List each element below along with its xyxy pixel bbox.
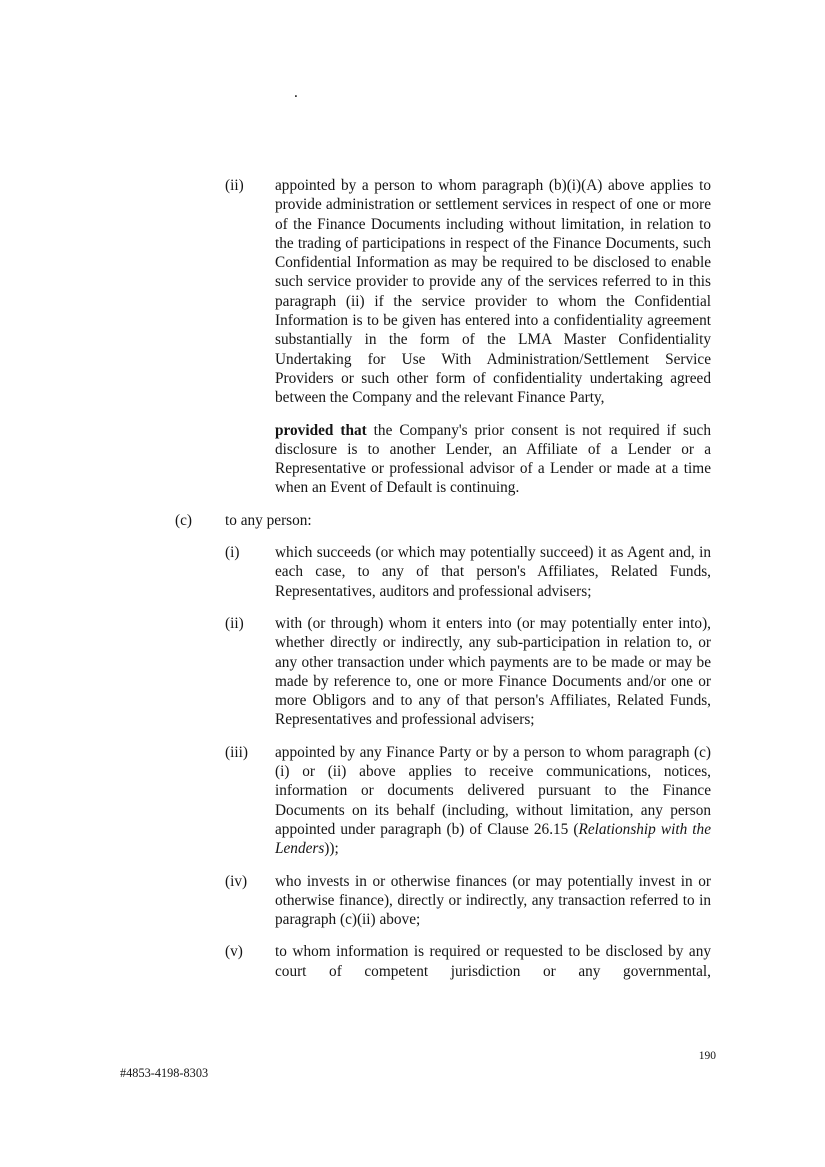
clause-text: [275, 743, 711, 859]
text-segment: appointed by a person to whom paragraph (b)(i)(A) above applies to provide administration or settlement services in respect of one or more of the Finance Documents including without limitation, in relation to the trading of participations in respect of the Finance Documents, such Confidential Information as may be required to be disclosed to enable such service provider to provide any of the services referred to in this paragraph (ii) if the service provider to whom the Confidential Information is to be given has entered into a confidentiality agreement substantially in the form of the LMA Master Confidentiality Undertaking for Use With Administration/Settlement Service Providers or such other form of confidentiality undertaking agreed between the Company and the relevant Finance Party,: [275, 177, 711, 407]
clause-text: [275, 942, 711, 981]
text-segment: the Company's prior consent is not required if such disclosure is to another Lender, an Affiliate of a Lender or a Representative or professional advisor of a Lender or made at a time when an Event of Default is continuing.: [275, 421, 711, 497]
clause-marker: (c): [175, 511, 192, 529]
clause-c-i: [175, 543, 711, 601]
clause-c-ii: [175, 614, 711, 730]
clause-b-proviso: [175, 421, 711, 498]
clause-marker: (i): [225, 544, 240, 562]
text-segment: appointed by any Finance Party or by a person to whom paragraph (c)(i) or (ii) above applies to receive communications, notices, information or documents delivered pursuant to the Finance Documents on its behalf (including, without limitation, any person appointed under paragraph (b) of Clause 26.15 (: [275, 743, 711, 838]
text-segment: who invests in or otherwise finances (or may potentially invest in or otherwise finance), directly or indirectly, any transaction referred to in paragraph (c)(ii) above;: [275, 872, 711, 929]
clause-c: [175, 511, 711, 530]
text-segment: provided that: [275, 421, 367, 439]
clause-b-ii: [175, 176, 711, 408]
text-segment: to whom information is required or requested to be disclosed by any court of competent jurisdiction or any governmental,: [275, 943, 711, 980]
clause-text: [275, 543, 711, 601]
stray-period-mark: .: [294, 84, 298, 101]
footer-document-id: #4853-4198-8303: [120, 1066, 209, 1080]
text-segment: which succeeds (or which may potentially succeed) it as Agent and, in each case, to any of that person's Affiliates, Related Funds, Representatives, auditors and professional advisers;: [275, 544, 711, 600]
clause-marker: (v): [225, 943, 243, 961]
clause-text: [275, 176, 711, 408]
text-segment: ));: [324, 840, 339, 858]
clause-marker: (ii): [225, 177, 244, 194]
clause-text: [275, 872, 711, 930]
clause-c-iv: [175, 872, 711, 930]
clause-c-v: [175, 942, 711, 981]
clause-c-iii: [175, 743, 711, 859]
clause-marker: (iii): [225, 743, 248, 761]
clause-text: [275, 614, 711, 730]
page-number: 190: [698, 1050, 716, 1062]
clause-marker: (ii): [225, 614, 244, 632]
document-body: [175, 176, 711, 994]
text-segment: Relationship with the Lenders: [275, 820, 711, 858]
clause-marker: (iv): [225, 872, 248, 890]
text-segment: to any person:: [225, 511, 312, 529]
clause-text: [225, 511, 711, 530]
text-segment: with (or through) whom it enters into (or may potentially enter into), whether directly or indirectly, any sub-participation in relation to, or any other transaction under which payments are to be made or may be made by reference to, one or more Finance Documents and/or one or more Obligors and to any of that person's Affiliates, Related Funds, Representatives and professional advisers;: [275, 614, 711, 729]
clause-text: [275, 421, 711, 498]
